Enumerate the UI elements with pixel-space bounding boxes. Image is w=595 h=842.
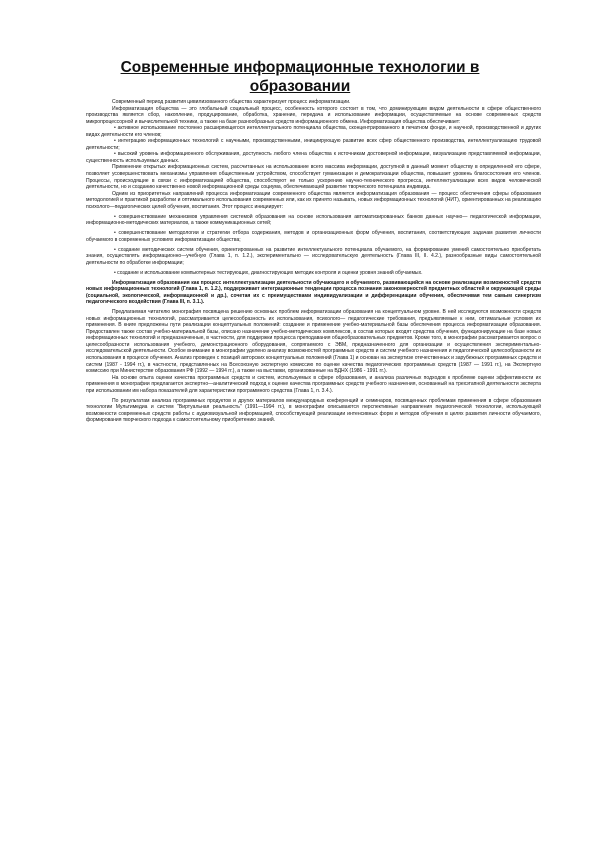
bullet-item: • высокий уровень информационного обслуживания, доступность любого члена общества к источникам достоверной информации, визуализацию представляемой информации, существенность используемых данных. xyxy=(86,151,541,164)
bullet-item: • совершенствование механизмов управления системой образования на основе использования автоматизированных банков данных научно— педагогической информации, информационно-методических материалов, а также коммуникационных сетей; xyxy=(86,213,541,227)
paragraph: По результатам анализа программных продуктов и других материалов международных конференций и семинаров, посвященных проблемам применения в сфере образования технологии Мультимедиа и систем "Виртуальная реальность" (1991—1994 гг.), в монографии описываются перспективные направления педагогической технологии, использующей возможности современных средств работы с аудиовизуальной информацией, способствующей реализации интенсивных форм и методов обучения в целях развития личности обучаемого, формирования творческого подхода к самостоятельному приобретению знаний. xyxy=(86,397,541,424)
bullet-item: • активное использование постоянно расширяющегося интеллектуального потенциала общества, сконцентрированного в печатном фонде, и научной, производственной и других видах деятельности его членов; xyxy=(86,125,541,138)
bullet-item: • создание методических систем обучения, ориентированных на развитие интеллектуального потенциала обучаемого, на формирование умений самостоятельно приобретать знания, осуществлять информационно—учебную (Глава 1, п. 1.2.), экспериментально — исследовательскую деятельность (Глава III, II. 4.2.), разнообразные виды самостоятельной деятельности по обработке информации; xyxy=(86,246,541,266)
bullet-item: • создание и использование компьютерных тестирующих, диагностирующих методик контроля и оценки уровня знаний обучаемых. xyxy=(114,269,423,276)
bullet-item: • интеграцию информационных технологий с научными, производственными, инициирующую развитие всех сфер общественного производства, интеллектуализацию трудовой деятельности; xyxy=(86,138,541,151)
bullet-item: • совершенствование методологии и стратегии отбора содержания, методов и организационных форм обучения, воспитания, соответствующих задачам развития личности обучаемого в современных условиях информатизации общества; xyxy=(86,230,541,243)
document-title: Современные информационные технологии в образовании xyxy=(120,59,480,95)
paragraph: Применение открытых информационных систем, рассчитанных на использование всего массива информации, доступной в данный момент обществу в определенной его сфере, позволяет усовершенствовать механизмы управления общественным устройством, способствует гуманизации и демократизации общества, повышает уровень благосостояния его членов. Процессы, происходящие в связи с информатизацией общества, способствуют не только ускорению научно-технического прогресса, интеллектуализации всех видов человеческой деятельности, но и созданию качественно новой информационной среды социума, обеспечивающей развитие творческого потенциала индивида. xyxy=(86,164,541,191)
paragraph: На основе опыта оценки качества программных средств и систем, используемых в сфере образования, и анализа различных подходов к проблеме оценки эффективности их применения в монографии предлагается экспертно—аналитический подход к оценке качества программных средств учебного назначения, основанный на трехэтапной деятельности эксперта при использовании им набора показателей для характеристики программного средства (Глава 1, п. 3.4.). xyxy=(86,374,541,394)
document-body xyxy=(86,99,541,424)
paragraph: Информатизация общества — это глобальный социальный процесс, особенность которого состоит в том, что доминирующим видом деятельности в сфере общественного производства является сбор, накопление, продуцирование, обработка, хранение, передача и использование информации, осуществляемые на основе современных средств микропроцессорной и вычислительной техники, а также на базе разнообразных средств информационного обмена. Информатизация общества обеспечивает: xyxy=(86,105,541,125)
paragraph: Одним из приоритетных направлений процесса информатизации современного общества является информатизация образования — процесс обеспечения сферы образования методологией и практикой разработки и оптимального использования современных или, как их принято называть, новых информационных технологий (НИТ), ориентированных на реализацию психолого—педагогических целей обучения, воспитания. Этот процесс инициирует: xyxy=(86,190,541,210)
bold-paragraph: Информатизация образования как процесс интеллектуализации деятельности обучающего и обучаемого, развивающийся на основе реализации возможностей средств новых информационных технологий (Глава 1, п. 1.2.), поддерживает интеграционные тенденции процесса познания закономерностей предметных областей и окружающей среды (социальной, экологической, информационной и др.), сочетая их с преимуществами индивидуализации и дифференциации обучения, обеспечивая тем самым синергизм педагогического воздействия (Глава III, п. 3.1.). xyxy=(86,279,541,306)
paragraph: Предлагаемая читателю монография посвящена решению основных проблем информатизации образования на концептуальном уровне. В ней исследуются возможности средств новых информационных технологий, рассматривается целесообразность их использования, психолого— педагогические требования, предъявляемые к ним, оптимальные условия их применения. В книге предложены пути реализации концептуальных положений: создание и применение учебно-материальной базы обеспечения процесса информатизации образования. Предоставлен также состав учебно-материальной базы, описано назначение учебно-методических комплексов, в состав которых входят средства обучения, функционирующие на базе новых информационных технологий и предназначенные, в частности, для поддержки процесса преподавания общеобразовательных предметов. Кроме того, в монографии рассматривается вопрос о целесообразности использования учебного, демонстрационного оборудования, сопрягаемого с ЭВМ, предназначенного для организации и осуществления экспериментально-исследовательской деятельности. Особое внимание в монографии уделено анализу возможностей программных средств и систем учебного назначения и педагогической целесообразности их использования в процессе обучения. Анализ проведен с позиций авторских концептуальных положений (Глава 1) и основан на экспертизе отечественных и зарубежных программных средств и систем (1987 - 1994 гг.), в частности, представленных на Всесоюзную экспертную комиссию по оценке качества педагогических программных средств (1987 — 1991 гг.), на Экспертную комиссию при Министерстве образования РФ (1992 — 1994 гг.), а также на выставки, организованные на ВДНХ (1986 - 1991 гг.). xyxy=(86,309,541,375)
paragraph: Современный период развития цивилизованного общества характеризует процесс информатизации. xyxy=(112,99,351,105)
